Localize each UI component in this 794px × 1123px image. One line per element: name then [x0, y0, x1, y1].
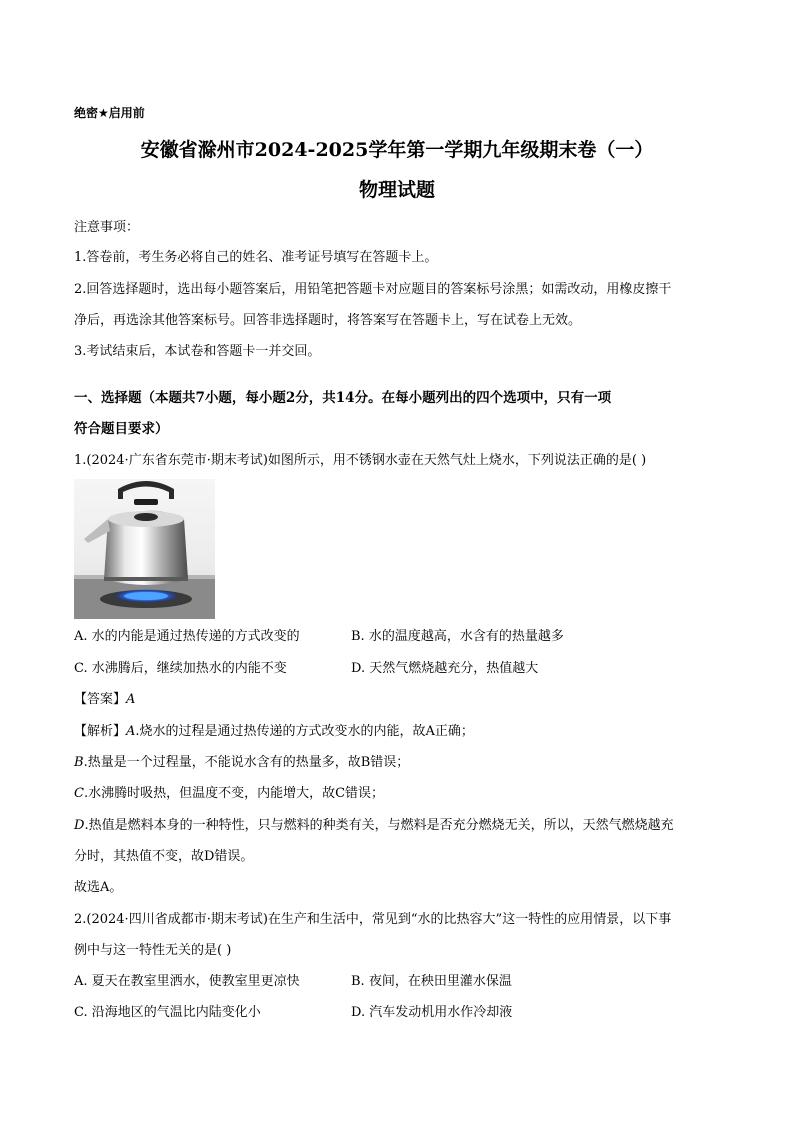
- analysis-text: .水沸腾时吸热，但温度不变，内能增大，故C错误；: [83, 786, 385, 801]
- analysis-line-a: [74, 723, 474, 741]
- notice-item-3: 3.考试结束后，本试卷和答题卡一并交回。: [74, 344, 321, 359]
- question-1-stem: 1.(2024·广东省东莞市·期末考试)如图所示，用不锈钢水壶在天然气灶上烧水，下列说法正确的是( ): [74, 453, 647, 468]
- section-heading-cont: 符合题目要求）: [74, 421, 169, 437]
- answer-label: 【答案】: [74, 692, 127, 707]
- question-2-option-b: B. 夜间，在秧田里灌水保温: [351, 974, 512, 989]
- question-2-option-d: D. 汽车发动机用水作冷却液: [351, 1005, 513, 1020]
- answer-value: A: [126, 692, 136, 707]
- question-1-conclusion: 故选A。: [74, 880, 123, 895]
- question-2-stem-cont: 例中与这一特性无关的是( ): [74, 943, 232, 958]
- analysis-line-d: [74, 817, 674, 835]
- analysis-line-b: [74, 754, 409, 772]
- notice-heading: 注意事项：: [74, 220, 140, 235]
- question-1-option-a: A. 水的内能是通过热传递的方式改变的: [74, 629, 300, 644]
- analysis-key: C: [74, 786, 84, 801]
- analysis-key: A: [126, 724, 136, 739]
- analysis-line-c: [74, 785, 384, 803]
- kettle-photo-icon: [74, 479, 215, 619]
- question-2-stem: 2.(2024·四川省成都市·期末考试)在生产和生活中，常见到“水的比热容大”这一特性的应用情景，以下事: [74, 912, 672, 927]
- question-1-option-b: B. 水的温度越高，水含有的热量越多: [351, 629, 564, 644]
- question-1-option-c: C. 水沸腾后，继续加热水的内能不变: [74, 661, 287, 676]
- kettle-on-gas-stove-photo: [74, 479, 215, 619]
- question-1-option-d: D. 天然气燃烧越充分，热值越大: [351, 661, 539, 676]
- notice-item-2: 2.回答选择题时，选出每小题答案后，用铅笔把答题卡对应题目的答案标号涂黑；如需改动，用橡皮擦干: [74, 282, 672, 297]
- analysis-key: B: [74, 755, 84, 770]
- notice-item-2-cont: 净后，再选涂其他答案标号。回答非选择题时，将答案写在答题卡上，写在试卷上无效。: [74, 313, 582, 328]
- analysis-text: .热值是燃料本身的一种特性，只与燃料的种类有关，与燃料是否充分燃烧无关，所以，天然气燃烧越充: [84, 818, 674, 833]
- analysis-text: .烧水的过程是通过热传递的方式改变水的内能，故A正确；: [135, 724, 474, 739]
- exam-subject: 物理试题: [358, 179, 435, 201]
- analysis-text: .热量是一个过程量，不能说水含有的热量多，故B错误；: [83, 755, 410, 770]
- analysis-line-d-cont: 分时，其热值不变，故D错误。: [74, 849, 254, 864]
- analysis-key: D: [74, 818, 85, 833]
- section-heading: 一、选择题（本题共7小题，每小题2分，共14分。在每小题列出的四个选项中，只有一项: [74, 390, 612, 406]
- notice-item-1: 1.答卷前，考生务必将自己的姓名、准考证号填写在答题卡上。: [74, 250, 438, 265]
- exam-title: 安徽省滁州市2024-2025学年第一学期九年级期末卷（一）: [140, 139, 654, 161]
- question-2-option-c: C. 沿海地区的气温比内陆变化小: [74, 1005, 261, 1020]
- question-1-answer: [74, 691, 135, 709]
- confidential-mark: 绝密★启用前: [74, 106, 145, 120]
- question-2-option-a: A. 夏天在教室里洒水，使教室里更凉快: [74, 974, 300, 989]
- analysis-label: 【解析】: [74, 724, 127, 739]
